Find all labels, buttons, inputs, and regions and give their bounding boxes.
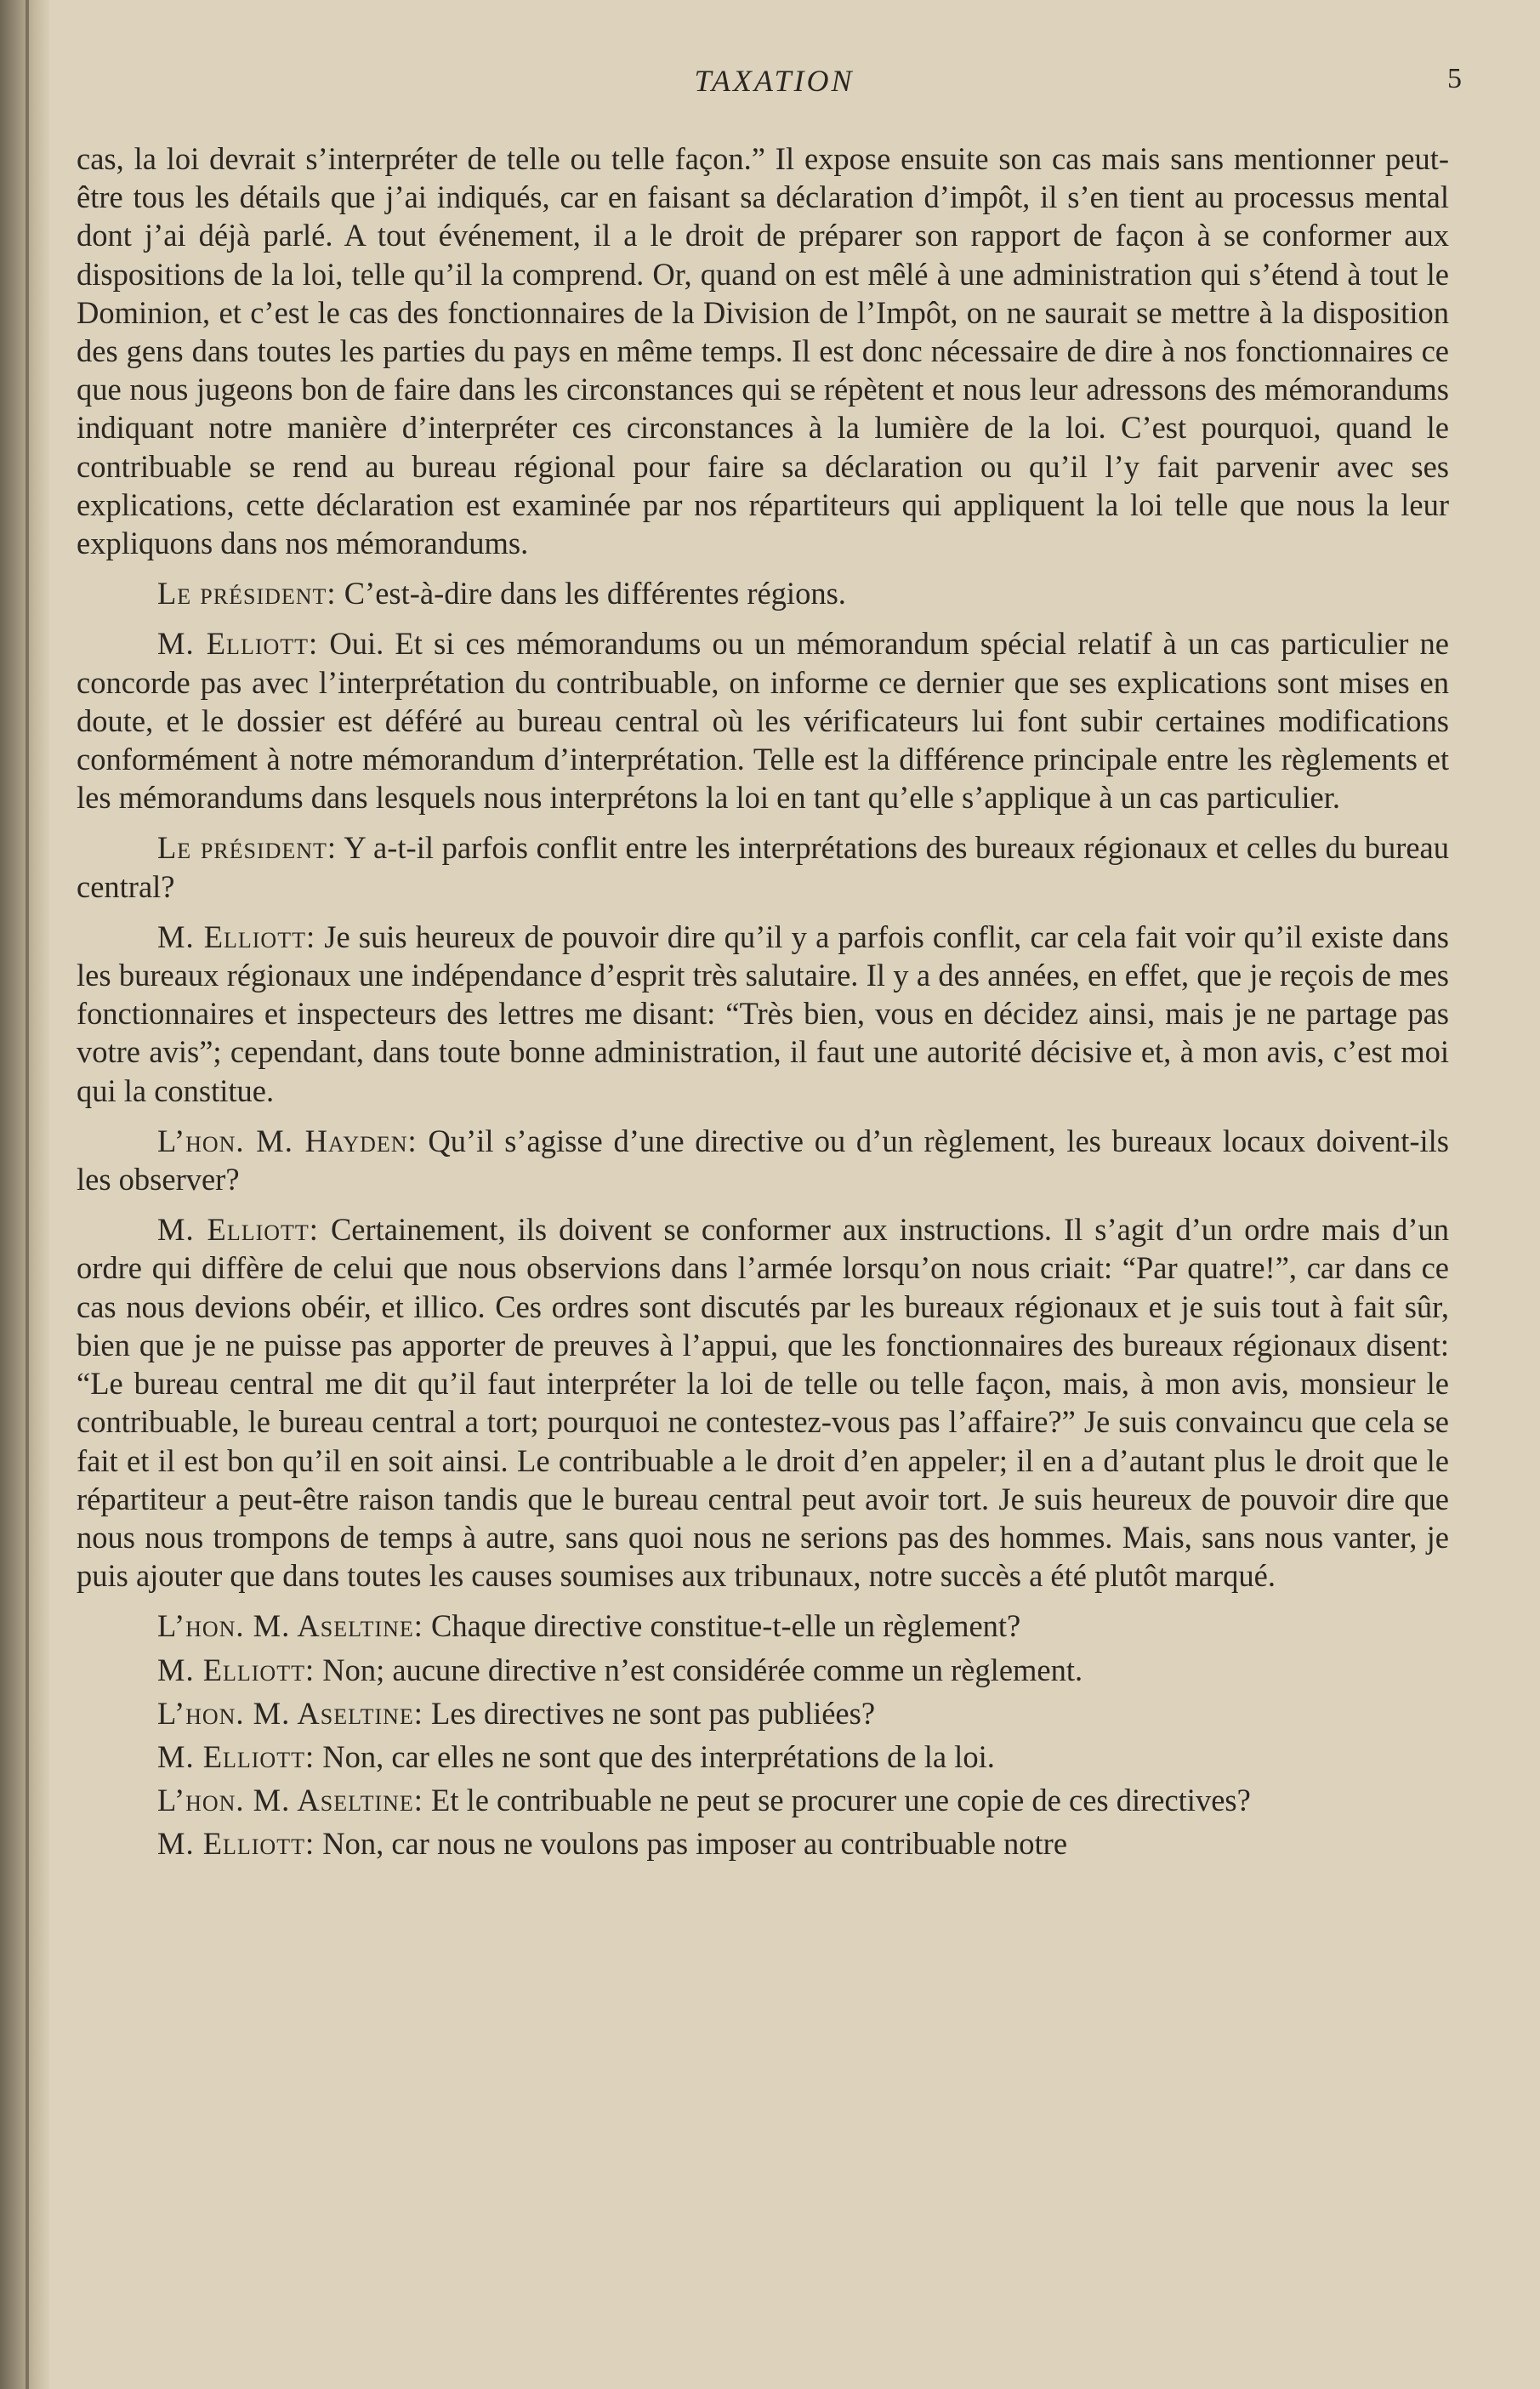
page-number: 5	[1447, 63, 1462, 94]
speaker-label: M. Elliott:	[157, 1826, 315, 1862]
paragraph-text: Oui. Et si ces mémorandums ou un mémorandum spécial relatif à un cas particulier ne concorde pas avec l’interprétation du contribuable, on informe ce dernier que ses explications sont mises en doute, et le dossier est déféré au bureau central où les vérificateurs lui font subir certaines modifications conformément à notre mémorandum d’interprétation. Telle est la différence principale entre les règlements et les mémorandums dans lesquels nous interprétons la loi en tant qu’elle s’applique à un cas particulier.	[77, 626, 1450, 816]
paragraph	[77, 139, 1449, 562]
speaker-label: L’hon. M. Aseltine:	[157, 1695, 423, 1731]
paragraph	[77, 624, 1449, 816]
document-page	[77, 0, 1462, 2389]
paragraph-text: Non; aucune directive n’est considérée comme un règlement.	[322, 1652, 1083, 1687]
speaker-label: M. Elliott:	[157, 626, 319, 662]
paragraph	[77, 1122, 1449, 1198]
paragraph-text: cas, la loi devrait s’interpréter de telle ou telle façon.” Il expose ensuite son cas mais sans mentionner peut-être tous les détails que j’ai indiqués, car en faisant sa déclaration d’impôt, il s’en tient au processus mental dont j’ai déjà parlé. A tout événement, il a le droit de préparer son rapport de façon à se conformer aux dispositions de la loi, telle qu’il la comprend. Or, quand on est mêlé à une administration qui s’étend à tout le Dominion, et c’est le cas des fonctionnaires de la Division de l’Impôt, on ne saurait se mettre à la disposition des gens dans toutes les parties du pays en même temps. Il est donc nécessaire de dire à nos fonctionnaires ce que nous jugeons bon de faire dans les circonstances qui se répètent et nous leur adressons des mémorandums indiquant notre manière d’interpréter ces circonstances à la lumière de la loi. C’est pourquoi, quand le contribuable se rend au bureau régional pour faire sa déclaration ou qu’il l’y fait parvenir avec ses explications, cette déclaration est examinée par nos répartiteurs qui appliquent la loi telle que nous la leur expliquons dans nos mémorandums.	[77, 141, 1449, 561]
speaker-label: M. Elliott:	[157, 919, 316, 954]
paragraph-text: Non, car nous ne voulons pas imposer au contribuable notre	[322, 1826, 1068, 1862]
paragraph-text: Non, car elles ne sont que des interprétations de la loi.	[322, 1738, 995, 1774]
speaker-label: Le président:	[157, 576, 337, 611]
speaker-label: L’hon. M. Hayden:	[157, 1123, 418, 1158]
page-binding-edge	[0, 0, 49, 2389]
running-header	[77, 63, 1462, 105]
paragraph-text: Les directives ne sont pas publiées?	[431, 1695, 876, 1731]
paragraph	[77, 1694, 1449, 1732]
paragraph-text: C’est-à-dire dans les différentes régions.	[344, 576, 846, 611]
paragraph	[77, 1210, 1449, 1595]
paragraph	[77, 828, 1449, 905]
body-text	[77, 139, 1449, 1869]
paragraph	[77, 1781, 1449, 1819]
paragraph-text: Qu’il s’agisse d’une directive ou d’un règlement, les bureaux locaux doivent-ils les observer?	[77, 1123, 1450, 1197]
speaker-label: L’hon. M. Aseltine:	[157, 1783, 423, 1818]
paragraph-text: Certainement, ils doivent se conformer aux instructions. Il s’agit d’un ordre mais d’un ordre qui diffère de celui que nous observions dans l’armée lorsqu’on nous criait: “Par quatre!”, car dans ce cas nous devions obéir, et illico. Ces ordres sont discutés par les bureaux régionaux et je suis tout à fait sûr, bien que je ne puisse pas apporter de preuves à l’appui, que les fonctionnaires des bureaux régionaux disent: “Le bureau central me dit qu’il faut interpréter la loi de telle ou telle façon, mais, à mon avis, monsieur le contribuable, le bureau central a tort; pourquoi ne contestez-vous pas l’affaire?” Je suis convaincu que cela se fait et il est bon qu’il en soit ainsi. Le contribuable a le droit d’en appeler; il en a d’autant plus le droit que le répartiteur a peut-être raison tandis que le bureau central peut avoir tort. Je suis heureux de pouvoir dire que nous nous trompons de temps à autre, sans quoi nous ne serions pas des hommes. Mais, sans nous vanter, je puis ajouter que dans toutes les causes soumises aux tribunaux, notre succès a été plutôt marqué.	[77, 1212, 1450, 1594]
paragraph	[77, 1651, 1449, 1689]
paragraph	[77, 574, 1449, 612]
paragraph-text: Et le contribuable ne peut se procurer une copie de ces directives?	[431, 1783, 1251, 1818]
paragraph	[77, 1824, 1449, 1863]
paragraph	[77, 1607, 1449, 1645]
speaker-label: Le président:	[157, 830, 338, 866]
binding-shadow-line	[26, 0, 29, 2389]
running-title: TAXATION	[694, 64, 855, 98]
speaker-label: M. Elliott:	[157, 1652, 315, 1687]
paragraph-text: Je suis heureux de pouvoir dire qu’il y a parfois conflit, car cela fait voir qu’il existe dans les bureaux régionaux une indépendance d’esprit très salutaire. Il y a des années, en effet, que je reçois de mes fonctionnaires et inspecteurs des lettres me disant: “Très bien, vous en décidez ainsi, mais je ne partage pas votre avis”; cependant, dans toute bonne administration, il faut une autorité décisive et, à mon avis, c’est moi qui la constitue.	[77, 919, 1449, 1108]
paragraph	[77, 1738, 1449, 1776]
paragraph-text: Chaque directive constitue-t-elle un règlement?	[431, 1608, 1021, 1644]
speaker-label: L’hon. M. Aseltine:	[157, 1608, 423, 1644]
speaker-label: M. Elliott:	[157, 1212, 319, 1248]
paragraph-text: Y a-t-il parfois conflit entre les interprétations des bureaux régionaux et celles du bureau central?	[77, 830, 1450, 904]
speaker-label: M. Elliott:	[157, 1738, 315, 1774]
paragraph	[77, 918, 1449, 1110]
